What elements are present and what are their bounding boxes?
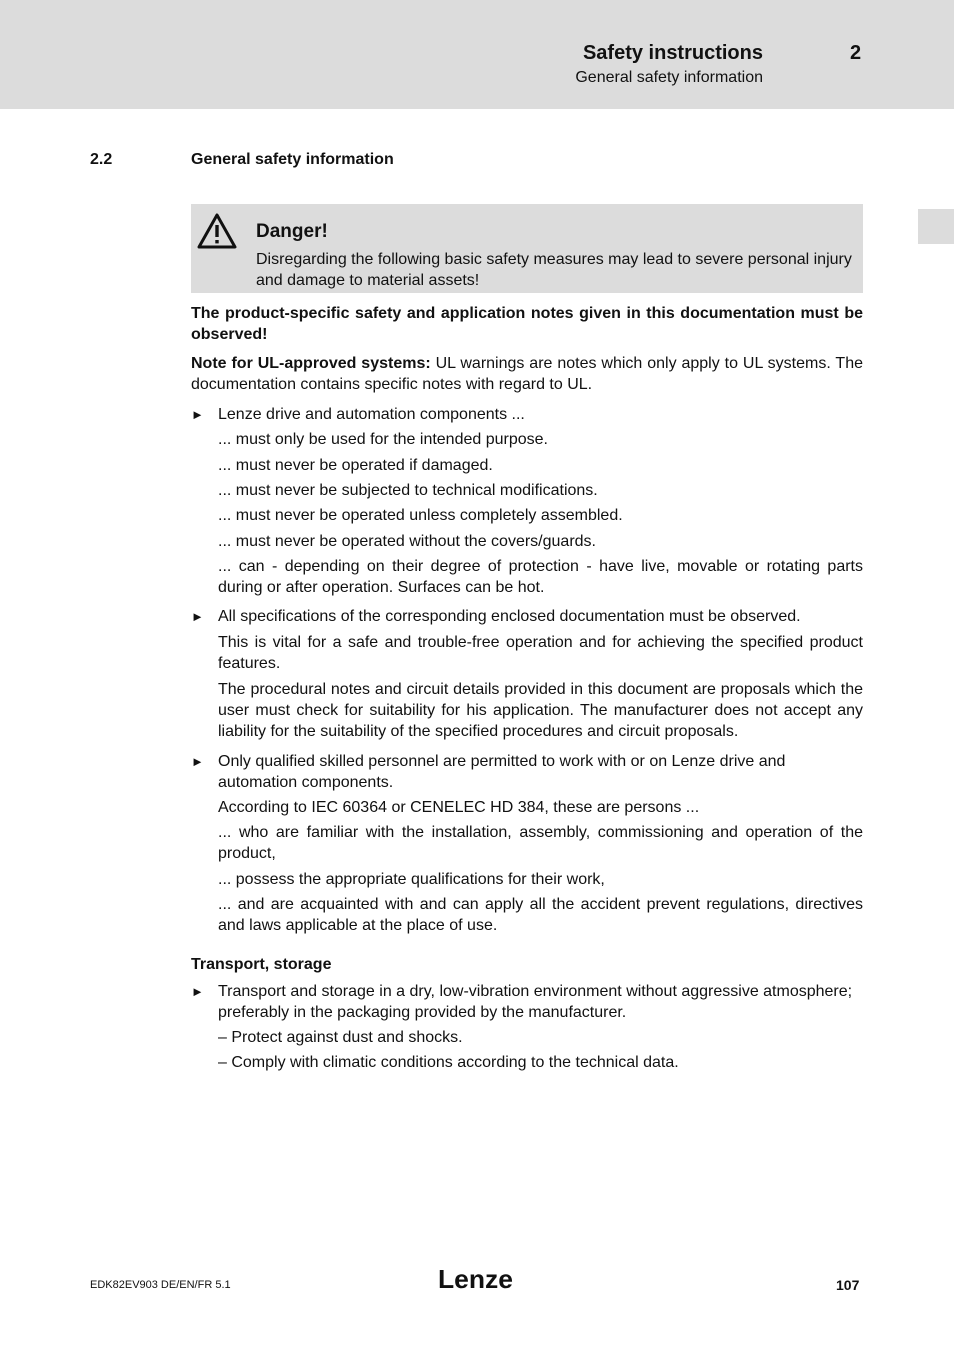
list-item: [191, 606, 863, 627]
danger-title: Danger!: [256, 221, 328, 242]
bullet-arrow-icon: ►: [191, 407, 204, 422]
bullet-text: All specifications of the corresponding enclosed documentation must be observed.: [218, 608, 801, 625]
sub-item: ... must never be operated if damaged.: [218, 457, 493, 474]
list-item: [191, 751, 863, 793]
transport-heading: Transport, storage: [191, 956, 332, 973]
sub-item: This is vital for a safe and trouble-free operation and for achieving the specified product features.: [218, 634, 863, 672]
header-band: [0, 0, 954, 109]
sub-item: According to IEC 60364 or CENELEC HD 384, these are persons ...: [218, 799, 700, 816]
bullet-arrow-icon: ►: [191, 984, 204, 999]
chapter-title: Safety instructions: [582, 42, 763, 64]
bullet-text: Lenze drive and automation components ...: [218, 406, 525, 423]
sub-item: The procedural notes and circuit details provided in this document are proposals which the user must check for suitability for his application. The manufacturer does not accept any liability for the suitability of the specified procedures and circuit proposals.: [218, 681, 863, 740]
chapter-tab-marker: [918, 209, 954, 244]
warning-triangle-icon: [196, 212, 238, 250]
sub-item: ... must never be subjected to technical modifications.: [218, 482, 598, 499]
danger-text: Disregarding the following basic safety measures may lead to severe personal injury and damage to material assets!: [256, 251, 852, 289]
chapter-number: 2: [850, 42, 862, 64]
page-number: 107: [836, 1277, 860, 1293]
list-item: [191, 404, 863, 425]
sub-item: ... must never be operated without the covers/guards.: [218, 533, 596, 550]
danger-box: [191, 204, 863, 293]
bullet-arrow-icon: ►: [191, 754, 204, 769]
dash-item: – Comply with climatic conditions according to the technical data.: [218, 1054, 679, 1071]
list-item: [191, 981, 863, 1023]
bullet-text: Only qualified skilled personnel are permitted to work with or on Lenze drive and automation components.: [218, 753, 786, 791]
dash-item: – Protect against dust and shocks.: [218, 1029, 463, 1046]
sub-item: ... and are acquainted with and can apply all the accident prevent regulations, directives and laws applicable at the place of use.: [218, 896, 863, 934]
ul-note-label: Note for UL-approved systems:: [191, 355, 431, 372]
main-content: [191, 303, 863, 1073]
sub-item: ... can - depending on their degree of protection - have live, movable or rotating parts during or after operation. Surfaces can be hot.: [218, 558, 863, 596]
bullet-arrow-icon: ►: [191, 609, 204, 624]
doc-id: EDK82EV903 DE/EN/FR 5.1: [90, 1279, 231, 1291]
sub-item: ... must only be used for the intended purpose.: [218, 431, 548, 448]
ul-note: [191, 353, 863, 395]
sub-item: ... must never be operated unless completely assembled.: [218, 507, 623, 524]
logo-text: Lenze: [438, 1266, 513, 1292]
chapter-subtitle: General safety information: [575, 69, 763, 86]
ul-note-text: UL warnings are notes which only apply to UL systems. The documentation contains specific notes with regard to UL.: [191, 355, 863, 393]
section-title: General safety information: [191, 151, 394, 168]
section-number: 2.2: [90, 151, 113, 168]
bullet-text: Transport and storage in a dry, low-vibration environment without aggressive atmosphere; preferably in the packaging provided by the manufacturer.: [218, 983, 853, 1021]
sub-item: ... who are familiar with the installation, assembly, commissioning and operation of the product,: [218, 824, 863, 862]
sub-item: ... possess the appropriate qualifications for their work,: [218, 871, 605, 888]
bold-note: The product-specific safety and application notes given in this documentation must be observed!: [191, 305, 863, 343]
lenze-logo: [438, 1266, 514, 1292]
